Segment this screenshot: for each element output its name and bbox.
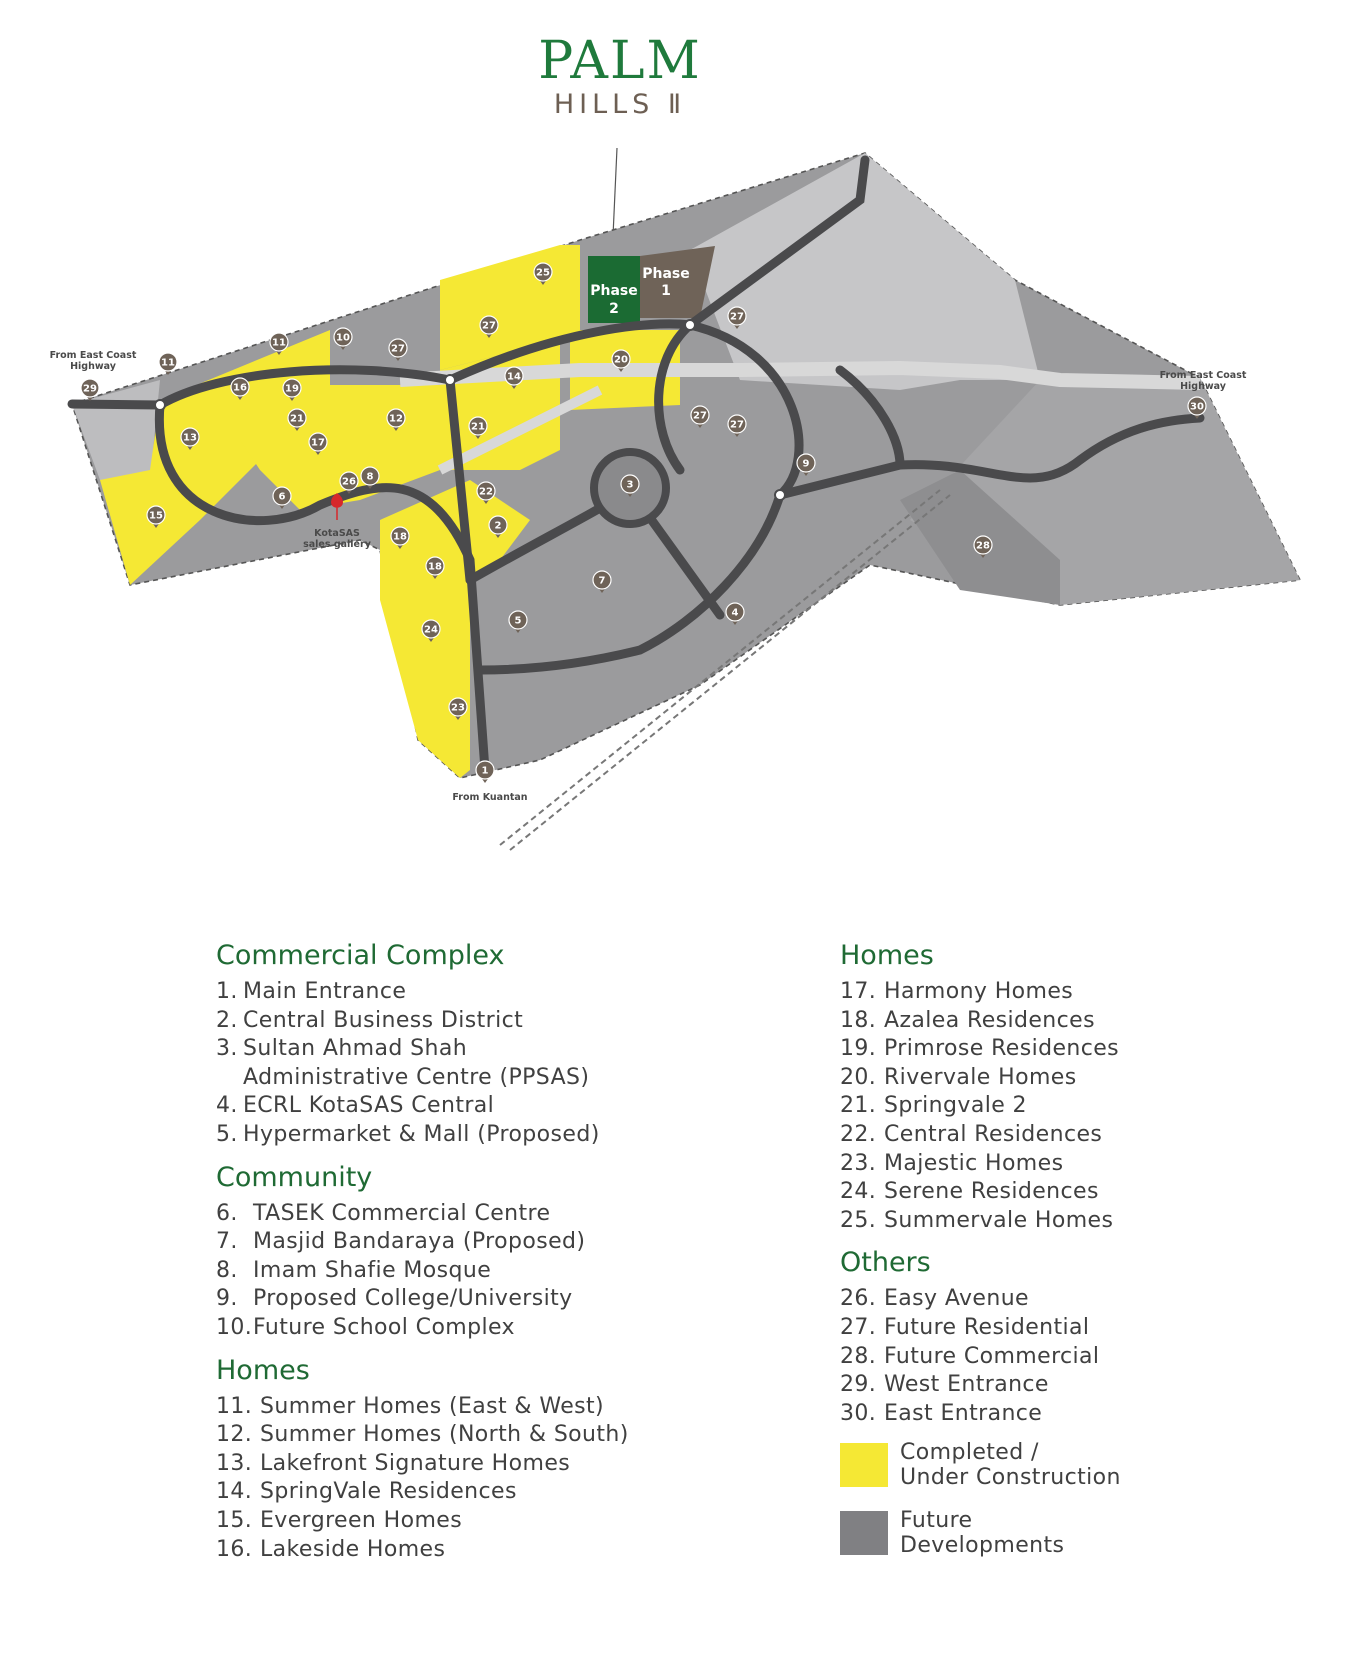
legend-item: [840, 978, 1260, 1007]
legend-item: [840, 1371, 1260, 1400]
legend-item-name: Lakeside Homes: [260, 1536, 446, 1562]
legend-item-name: Proposed College/University: [253, 1286, 573, 1312]
legend-item-name: East Entrance: [884, 1400, 1043, 1426]
legend-item-number: 3.: [216, 1036, 238, 1062]
legend-item-name: West Entrance: [884, 1372, 1049, 1398]
legend-item-name: Administrative Centre (PPSAS): [243, 1064, 590, 1090]
legend-item: [216, 1450, 676, 1479]
map-marker-label: 11: [161, 357, 175, 369]
legend-item: [216, 1257, 676, 1286]
legend-item: [840, 1092, 1260, 1121]
roundabout-west: [155, 400, 165, 410]
heading-others: Others: [840, 1247, 931, 1279]
map-marker-label: 21: [290, 413, 304, 425]
legend-item-number: 1.: [216, 979, 238, 1004]
roundabout-north: [445, 375, 455, 385]
legend-item-name: Springvale 2: [884, 1093, 1027, 1119]
legend-item: [840, 1314, 1260, 1343]
legend-item-name: Lakefront Signature Homes: [260, 1450, 571, 1476]
legend-item-number: 4.: [216, 1093, 238, 1119]
legend-item: [216, 1092, 676, 1121]
map-marker-label: 26: [342, 476, 356, 488]
label-east-coast-east-1: From East Coast: [1159, 370, 1247, 381]
legend-item-number: 21.: [840, 1093, 877, 1119]
map-marker-1: [476, 761, 494, 783]
map-marker-label: 22: [479, 486, 493, 498]
map-marker-label: 20: [614, 354, 628, 366]
map-marker-label: 27: [730, 311, 744, 323]
legend-item: [216, 1478, 676, 1507]
map-marker-label: 16: [233, 382, 247, 394]
legend-item-name: Rivervale Homes: [884, 1064, 1077, 1090]
key-future: [840, 1508, 1260, 1558]
legend-item-name: Future Residential: [884, 1314, 1090, 1340]
legend-item-number: 18.: [840, 1007, 877, 1033]
legend-item: [840, 1035, 1260, 1064]
legend-item-name: Primrose Residences: [884, 1036, 1120, 1062]
map-marker-label: 24: [424, 624, 438, 636]
legend-item-name: Future School Complex: [253, 1314, 515, 1340]
legend-item: [216, 1121, 676, 1150]
legend-item-number: 9.: [216, 1286, 238, 1312]
map-marker-label: 27: [482, 320, 496, 332]
legend-column-left: [216, 938, 676, 1574]
map-marker-label: 15: [149, 510, 163, 522]
map-marker-label: 9: [802, 458, 810, 470]
legend-item: [216, 1393, 676, 1422]
legend-column-right: [840, 938, 1260, 1558]
legend-item-name: Summer Homes (East & West): [260, 1393, 605, 1419]
legend-item: [840, 1343, 1260, 1372]
heading-homes-2: Homes: [840, 940, 934, 971]
legend-item: [216, 1314, 676, 1343]
legend-item-name: SpringVale Residences: [260, 1479, 517, 1505]
legend-item-number: 5.: [216, 1121, 238, 1147]
map-marker-label: 17: [311, 437, 325, 449]
legend-item-number: 23.: [840, 1150, 877, 1176]
legend-item-number: 10.: [216, 1314, 253, 1340]
legend-item: [216, 1007, 676, 1036]
label-sales-gallery-2: sales gallery: [303, 539, 371, 550]
legend-item-name: Serene Residences: [884, 1179, 1099, 1205]
legend-item-number: 17.: [840, 979, 877, 1004]
map-marker-label: 30: [1190, 401, 1204, 413]
map-marker-label: 13: [183, 432, 197, 444]
legend-item-number: 14.: [216, 1479, 253, 1505]
map-marker-label: 7: [598, 575, 606, 587]
map-marker-label: 29: [83, 383, 97, 395]
legend-item-name: Future Commercial: [884, 1343, 1100, 1369]
legend-item-number: 20.: [840, 1064, 877, 1090]
legend-item-name: Easy Avenue: [884, 1286, 1029, 1312]
legend-item: [840, 1150, 1260, 1179]
map-marker-label: 1: [481, 765, 489, 777]
list-commercial: [216, 978, 676, 1150]
legend-item-number: 8.: [216, 1257, 238, 1283]
map-marker-label: 19: [285, 383, 299, 395]
map-marker-label: 18: [428, 561, 442, 573]
legend-item: [840, 1400, 1260, 1429]
map-marker-label: 27: [730, 419, 744, 431]
phase-1-number: 1: [661, 283, 671, 299]
legend-item: [840, 1285, 1260, 1314]
phase-2-number: 2: [609, 301, 619, 317]
map-marker-label: 14: [507, 371, 521, 383]
map-marker-label: 27: [391, 343, 405, 355]
legend-item-number: 22.: [840, 1121, 877, 1147]
label-from-kuantan: From Kuantan: [452, 792, 528, 803]
legend-item: [840, 1121, 1260, 1150]
legend-item-name: Imam Shafie Mosque: [253, 1257, 492, 1283]
label-sales-gallery-1: KotaSAS: [314, 528, 360, 539]
legend-item-name: Sultan Ahmad Shah: [243, 1036, 468, 1062]
legend-item: [216, 1536, 676, 1565]
legend-item-number: 15.: [216, 1507, 253, 1533]
legend-item-name: Harmony Homes: [884, 979, 1074, 1004]
legend-item: [216, 1064, 676, 1093]
legend-item: [216, 978, 676, 1007]
logo-line-1: PALM: [538, 31, 702, 91]
map-marker-label: 5: [514, 615, 522, 627]
legend-item-number: 11.: [216, 1393, 253, 1419]
map-marker-label: 2: [494, 520, 502, 532]
map-marker-label: 18: [393, 531, 407, 543]
key-completed: [840, 1440, 1260, 1490]
swatch-future: [840, 1511, 888, 1555]
map-marker-label: 4: [731, 607, 739, 619]
key-completed-line-2: Under Construction: [900, 1465, 1121, 1491]
legend-item-number: 19.: [840, 1036, 877, 1062]
legend-item-number: 26.: [840, 1286, 877, 1312]
map-marker-label: 28: [976, 540, 990, 552]
legend-item-name: Main Entrance: [243, 979, 407, 1004]
map-marker-label: 23: [451, 702, 465, 714]
legend-item-name: Evergreen Homes: [260, 1507, 463, 1533]
map-marker-label: 12: [389, 413, 403, 425]
map-marker-label: 8: [366, 471, 374, 483]
legend-item-name: ECRL KotaSAS Central: [243, 1093, 495, 1119]
legend-item-number: 28.: [840, 1343, 877, 1369]
key-future-line-2: Developments: [900, 1533, 1065, 1559]
swatch-completed: [840, 1443, 888, 1487]
legend-item: [216, 1507, 676, 1536]
map-marker-label: 25: [536, 267, 550, 279]
legend-item-number: 29.: [840, 1372, 877, 1398]
legend-item-name: Azalea Residences: [884, 1007, 1095, 1033]
legend-item-number: [216, 1064, 243, 1093]
heading-community: Community: [216, 1161, 373, 1193]
list-homes-1: [216, 1393, 676, 1565]
legend-item-number: 30.: [840, 1400, 877, 1426]
legend-item-name: Central Business District: [243, 1007, 524, 1033]
legend-item-number: 24.: [840, 1179, 877, 1205]
map-marker-label: 11: [272, 337, 286, 349]
heading-commercial-complex: Commercial Complex: [216, 940, 505, 971]
list-community: [216, 1200, 676, 1343]
label-east-coast-east-2: Highway: [1180, 381, 1226, 392]
map-marker-label: 3: [626, 479, 634, 491]
legend-item-name: Summervale Homes: [884, 1207, 1114, 1233]
legend-item-number: 7.: [216, 1229, 238, 1255]
legend-item: [216, 1200, 676, 1229]
label-east-coast-west-2: Highway: [70, 361, 116, 372]
legend-item: [840, 1178, 1260, 1207]
logo-line-2: HILLS Ⅱ: [553, 89, 687, 120]
legend-item-number: 27.: [840, 1314, 877, 1340]
legend-item-name: Masjid Bandaraya (Proposed): [253, 1229, 586, 1255]
legend-item-name: Central Residences: [884, 1121, 1103, 1147]
legend-item-name: Majestic Homes: [884, 1150, 1064, 1176]
key-completed-line-1: Completed /: [900, 1440, 1039, 1466]
legend-item-number: 13.: [216, 1450, 253, 1476]
legend-item-name: TASEK Commercial Centre: [253, 1200, 551, 1226]
map-marker-label: 6: [278, 491, 286, 503]
roundabout-east: [775, 490, 785, 500]
legend-item: [216, 1421, 676, 1450]
legend-item-name: Hypermarket & Mall (Proposed): [243, 1121, 600, 1147]
legend-item: [840, 1007, 1260, 1036]
list-homes-2: [840, 978, 1260, 1235]
legend-item: [216, 1228, 676, 1257]
map-marker-label: 10: [336, 332, 350, 344]
legend-item-number: 2.: [216, 1007, 238, 1033]
legend-item-number: 6.: [216, 1200, 238, 1226]
legend-item-number: 16.: [216, 1536, 253, 1562]
phase-1-label: Phase: [642, 266, 690, 282]
label-east-coast-west-1: From East Coast: [49, 350, 137, 361]
key-future-line-1: Future: [900, 1508, 973, 1534]
legend-item-number: 25.: [840, 1207, 877, 1233]
roundabout-phase: [685, 320, 695, 330]
legend-item: [840, 1064, 1260, 1093]
heading-homes-1: Homes: [216, 1354, 310, 1386]
legend-item-number: 12.: [216, 1422, 253, 1448]
list-others: [840, 1285, 1260, 1428]
phase-2-label: Phase: [590, 283, 638, 299]
legend-item: [216, 1035, 676, 1064]
map-marker-label: 27: [693, 410, 707, 422]
legend-item-name: Summer Homes (North & South): [260, 1422, 629, 1448]
legend-item: [216, 1285, 676, 1314]
legend-item: [840, 1207, 1260, 1236]
map-marker-label: 21: [471, 421, 485, 433]
